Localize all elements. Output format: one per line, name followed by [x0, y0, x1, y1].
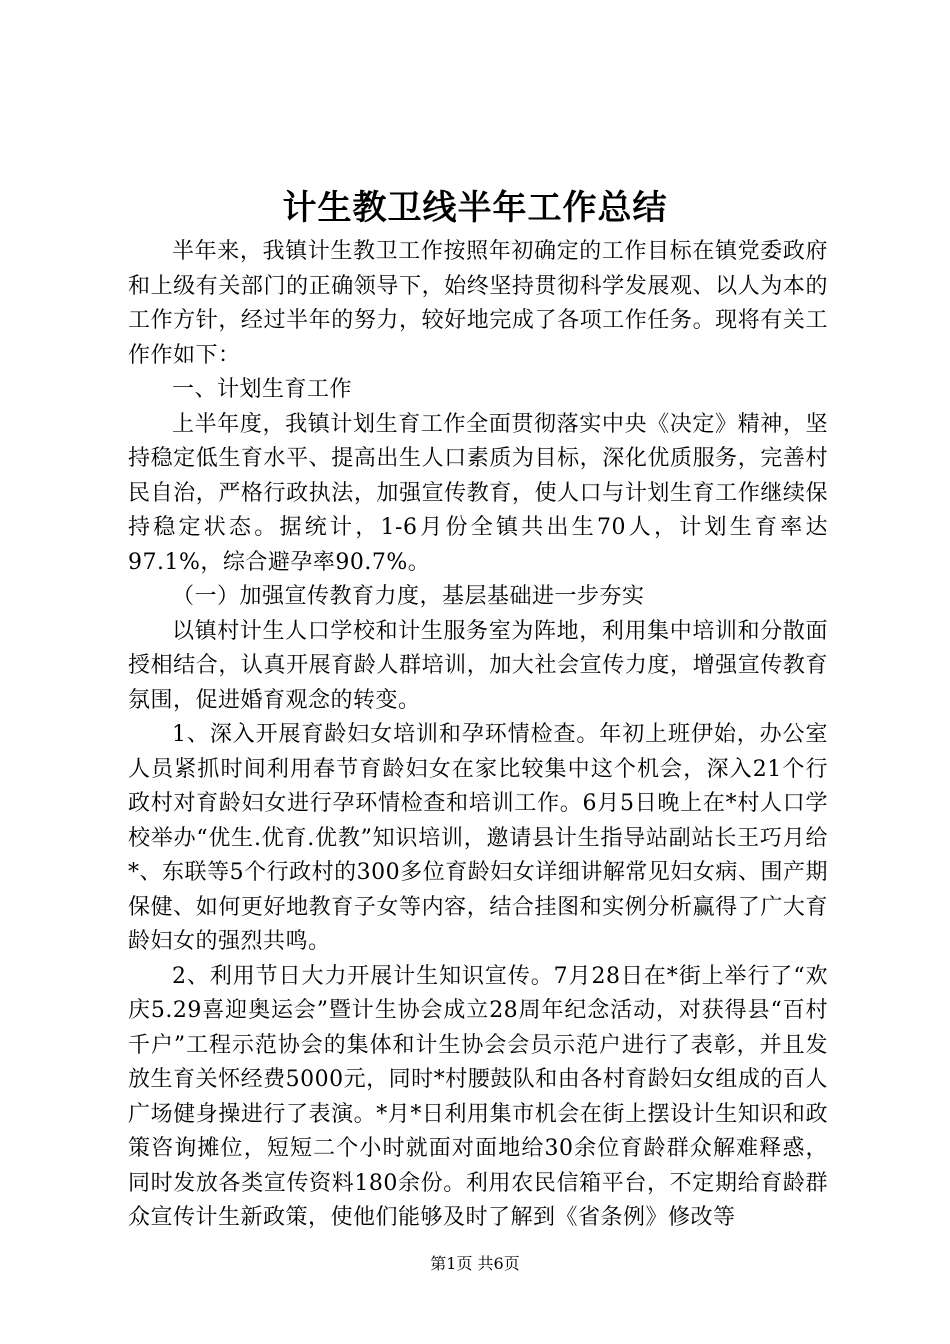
- document-title: 计生教卫线半年工作总结: [282, 188, 668, 228]
- document-body: [128, 235, 828, 1236]
- subsection-heading-publicity: （一）加强宣传教育力度，基层基础进一步夯实: [172, 584, 645, 609]
- paragraph-item-1: 1、深入开展育龄妇女培训和孕环情检查。年初上班伊始，办公室人员紧抓时间利用春节育龄妇女在家比较集中这个机会，深入21个行政村对育龄妇女进行孕环情检查和培训工作。6月5日晚上在*村人口学校举办“优生.优育.优教”知识培训，邀请县计生指导站副站长王巧月给*、东联等5个行政村的300多位育龄妇女详细讲解常见妇女病、围产期保健、如何更好地教育子女等内容，结合挂图和实例分析赢得了广大育龄妇女的强烈共鸣。: [128, 722, 828, 954]
- section-heading-family-planning: 一、计划生育工作: [172, 377, 353, 402]
- paragraph-intro: 半年来，我镇计生教卫工作按照年初确定的工作目标在镇党委政府和上级有关部门的正确领导下，始终坚持贯彻科学发展观、以人为本的工作方针，经过半年的努力，较好地完成了各项工作任务。现将有关工作作如下：: [128, 239, 828, 368]
- paragraph-family-planning-summary: 上半年度，我镇计划生育工作全面贯彻落实中央《决定》精神，坚持稳定低生育水平、提高出生人口素质为目标，深化优质服务，完善村民自治，严格行政执法，加强宣传教育，使人口与计划生育工作继续保持稳定状态。据统计，1-6月份全镇共出生70人，计划生育率达97.1%，综合避孕率90.7%。: [128, 411, 828, 575]
- paragraph-item-2: 2、利用节日大力开展计生知识宣传。7月28日在*街上举行了“欢庆5.29喜迎奥运会”暨计生协会成立28周年纪念活动，对获得县“百村千户”工程示范协会的集体和计生协会会员示范户进行了表彰，并且发放生育关怀经费5000元，同时*村腰鼓队和由各村育龄妇女组成的百人广场健身操进行了表演。*月*日利用集市机会在街上摆设计生知识和政策咨询摊位，短短二个小时就面对面地给30余位育龄群众解难释惑，同时发放各类宣传资料180余份。利用农民信箱平台，不定期给育龄群众宣传计生新政策，使他们能够及时了解到《省条例》修改等: [128, 963, 828, 1230]
- page-footer: 第1页 共6页: [430, 1254, 520, 1273]
- paragraph-publicity: 以镇村计生人口学校和计生服务室为阵地，利用集中培训和分散面授相结合，认真开展育龄人群培训，加大社会宣传力度，增强宣传教育氛围，促进婚育观念的转变。: [128, 618, 828, 713]
